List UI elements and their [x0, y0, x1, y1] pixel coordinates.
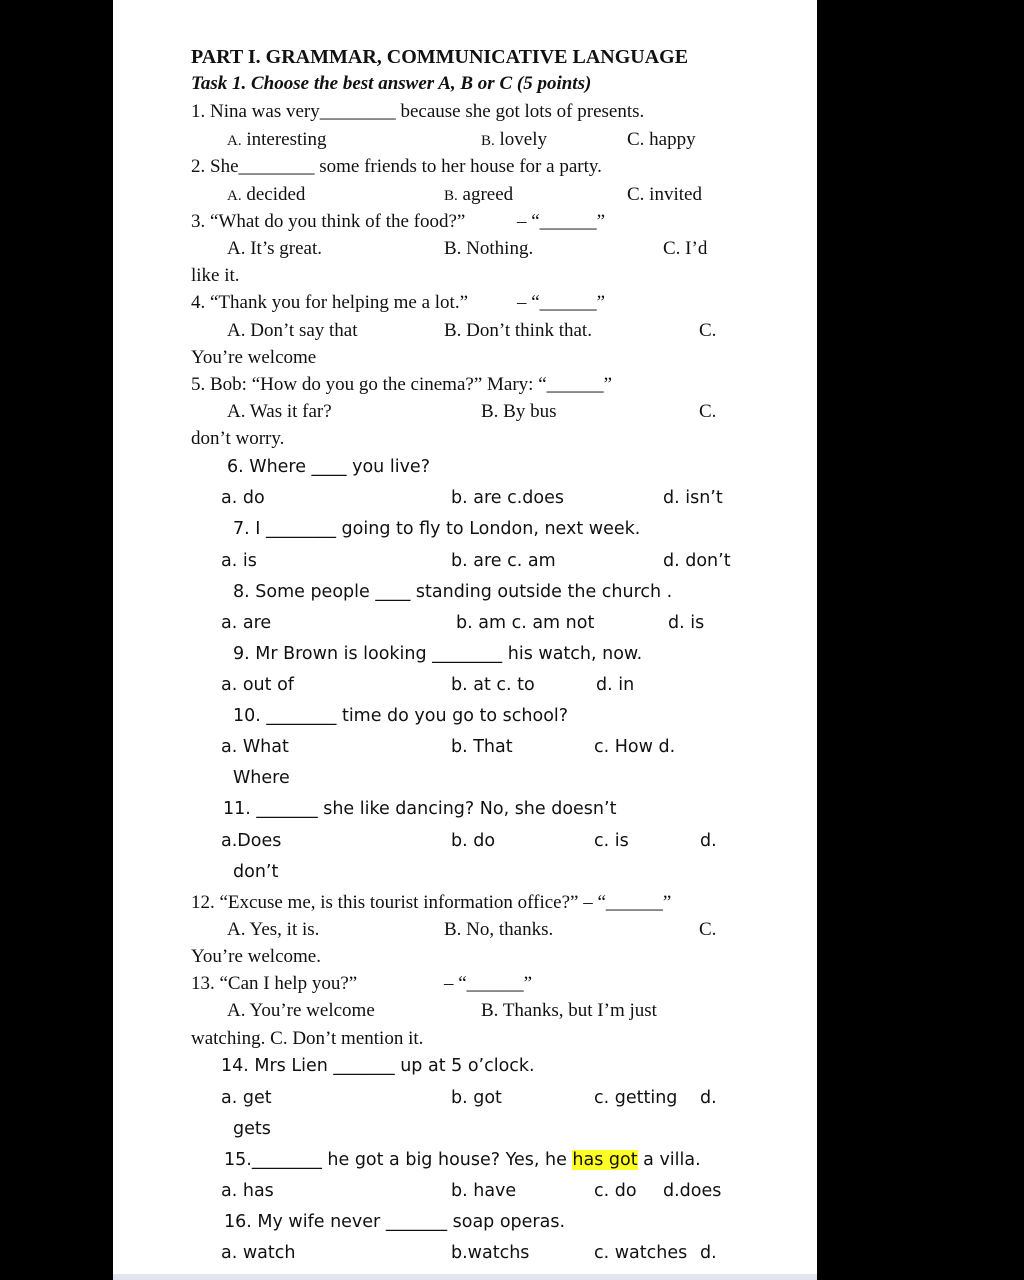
q16-option-a: a. watch — [221, 1243, 296, 1263]
q2-option-b: B. agreed — [444, 184, 514, 205]
q2-option-c: C. invited — [627, 184, 702, 205]
q15-option-d: d.does — [663, 1181, 722, 1201]
q7-stem: 7. I ________ going to fly to London, next week. — [233, 519, 641, 539]
q10-option-d-continued: Where — [233, 768, 290, 788]
q9-option-b-c: b. at c. to — [451, 675, 535, 695]
q3-option-a: A. It’s great. — [227, 238, 322, 259]
q15-option-a: a. has — [221, 1181, 274, 1201]
q8-option-a: a. are — [221, 613, 272, 633]
q6-stem: 6. Where ____ you live? — [227, 457, 430, 477]
bottom-strip — [113, 1274, 817, 1280]
q3-option-c: C. I’d — [663, 238, 708, 259]
q15-highlighted-text: has got — [572, 1150, 638, 1170]
q4-option-c-continued: You’re welcome — [191, 347, 317, 368]
q6-option-d: d. isn’t — [663, 488, 723, 508]
q4-option-c: C. — [699, 320, 717, 341]
q4-stem: 4. “Thank you for helping me a lot.” — [191, 292, 469, 313]
q3-option-c-continued: like it. — [191, 265, 240, 286]
q11-option-b: b. do — [451, 831, 496, 851]
q16-option-d: d. — [700, 1243, 717, 1263]
q14-option-b: b. got — [451, 1088, 502, 1108]
q14-stem: 14. Mrs Lien _______ up at 5 o’clock. — [221, 1056, 535, 1076]
q8-stem: 8. Some people ____ standing outside the church . — [233, 582, 673, 602]
q5-option-a: A. Was it far? — [227, 401, 332, 422]
q16-option-b: b.watchs — [451, 1243, 530, 1263]
q13-stem: 13. “Can I help you?” — [191, 973, 358, 994]
q2-stem: 2. She________ some friends to her house for a party. — [191, 156, 602, 177]
q3-reply-blank: – “______” — [517, 211, 606, 232]
q13-option-a: A. You’re welcome — [227, 1000, 375, 1021]
q9-option-a: a. out of — [221, 675, 294, 695]
q14-option-d-continued: gets — [233, 1119, 271, 1139]
q10-option-c-d: c. How d. — [594, 737, 676, 757]
q6-option-a: a. do — [221, 488, 265, 508]
q12-option-c-continued: You’re welcome. — [191, 946, 321, 967]
q9-stem: 9. Mr Brown is looking ________ his watch, now. — [233, 644, 643, 664]
q9-option-d: d. in — [596, 675, 635, 695]
q12-stem: 12. “Excuse me, is this tourist information office?” – “______” — [191, 892, 672, 913]
q11-stem: 11. _______ she like dancing? No, she doesn’t — [223, 799, 617, 819]
q1-option-c: C. happy — [627, 129, 696, 150]
q7-option-b-c: b. are c. am — [451, 551, 556, 571]
q5-option-c-continued: don’t worry. — [191, 428, 285, 449]
q1-option-b: B. lovely — [481, 129, 548, 150]
q13-option-b: B. Thanks, but I’m just — [481, 1000, 657, 1021]
q11-option-c: c. is — [594, 831, 629, 851]
q1-stem: 1. Nina was very________ because she got lots of presents. — [191, 101, 645, 122]
q11-option-d: d. — [700, 831, 717, 851]
q10-option-a: a. What — [221, 737, 289, 757]
q11-option-d-continued: don’t — [233, 862, 279, 882]
q8-option-b-c: b. am c. am not — [456, 613, 595, 633]
q5-stem: 5. Bob: “How do you go the cinema?” Mary: “______” — [191, 374, 613, 395]
part-title: PART I. GRAMMAR, COMMUNICATIVE LANGUAGE — [191, 46, 689, 68]
q5-option-c: C. — [699, 401, 717, 422]
q1-option-a: A. interesting — [227, 129, 327, 150]
q4-reply-blank: – “______” — [517, 292, 606, 313]
q14-option-c: c. getting — [594, 1088, 678, 1108]
q3-option-b: B. Nothing. — [444, 238, 534, 259]
q14-option-d: d. — [700, 1088, 717, 1108]
q16-stem: 16. My wife never _______ soap operas. — [224, 1212, 566, 1232]
q16-option-c: c. watches — [594, 1243, 688, 1263]
q13-options-continued: watching. C. Don’t mention it. — [191, 1028, 424, 1049]
q7-option-d: d. don’t — [663, 551, 731, 571]
q10-stem: 10. ________ time do you go to school? — [233, 706, 569, 726]
q12-option-c: C. — [699, 919, 717, 940]
q12-option-a: A. Yes, it is. — [227, 919, 320, 940]
q7-option-a: a. is — [221, 551, 257, 571]
q4-option-a: A. Don’t say that — [227, 320, 358, 341]
q3-stem: 3. “What do you think of the food?” — [191, 211, 466, 232]
q4-option-b: B. Don’t think that. — [444, 320, 592, 341]
q13-reply-blank: – “______” — [444, 973, 533, 994]
q15-option-c: c. do — [594, 1181, 637, 1201]
task-instruction: Task 1. Choose the best answer A, B or C (5 points) — [191, 73, 592, 94]
q6-option-b-c: b. are c.does — [451, 488, 564, 508]
q15-stem: 15.________ he got a big house? Yes, he has got a villa. — [224, 1150, 701, 1170]
q5-option-b: B. By bus — [481, 401, 557, 422]
q10-option-b: b. That — [451, 737, 513, 757]
q11-option-a: a.Does — [221, 831, 282, 851]
q8-option-d: d. is — [668, 613, 705, 633]
q2-option-a: A. decided — [227, 184, 306, 205]
q12-option-b: B. No, thanks. — [444, 919, 554, 940]
q15-option-b: b. have — [451, 1181, 517, 1201]
q14-option-a: a. get — [221, 1088, 272, 1108]
